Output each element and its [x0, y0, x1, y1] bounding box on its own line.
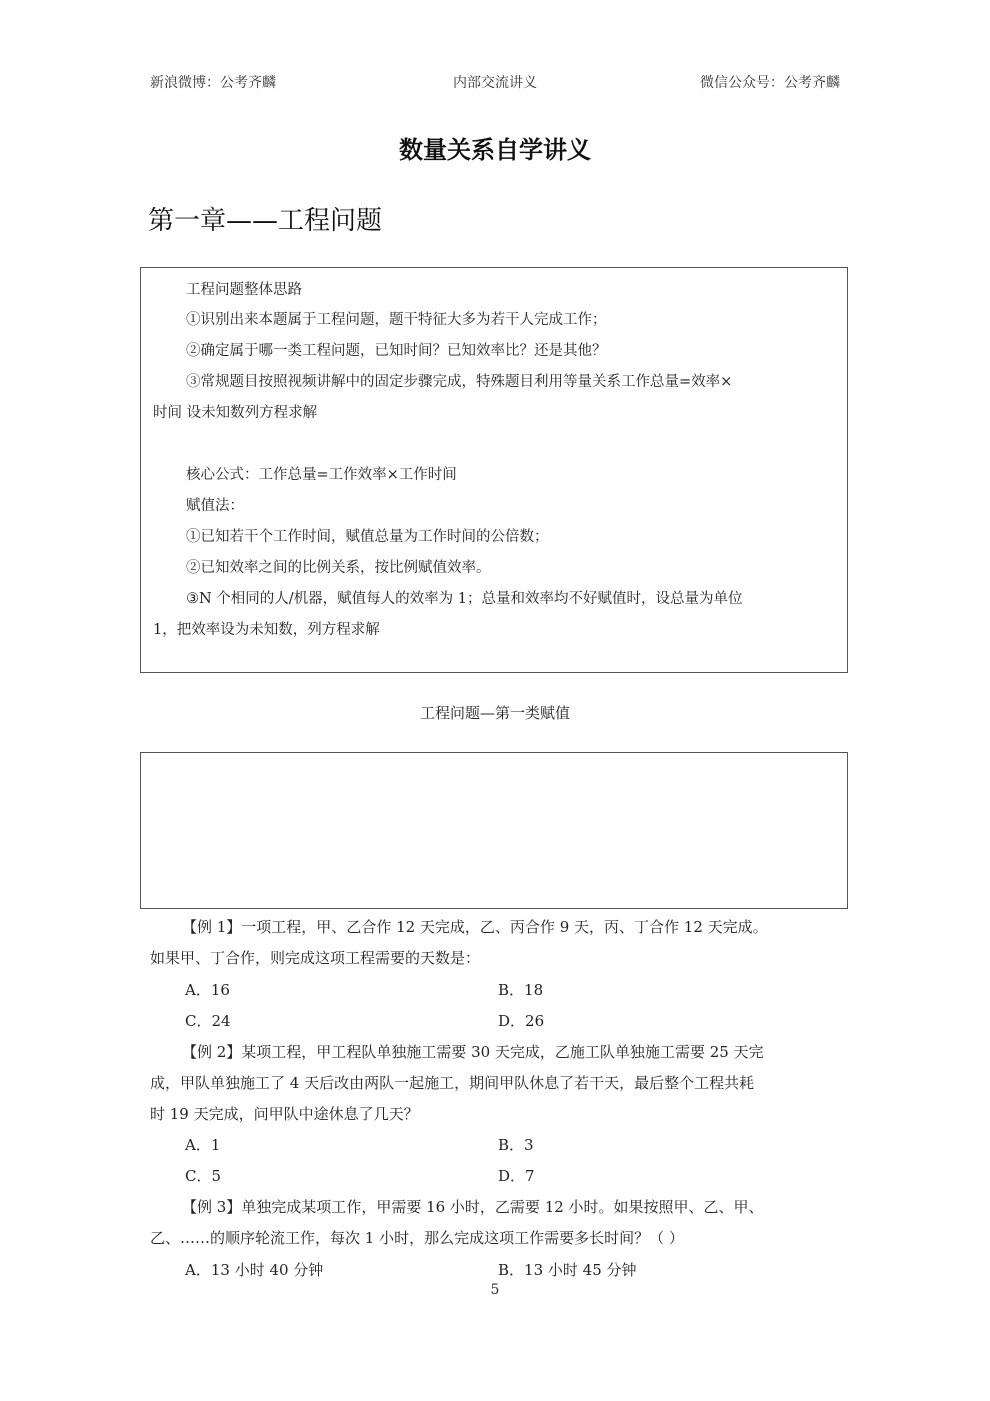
header-wechat: 微信公众号：公考齐麟 [700, 75, 840, 91]
example-3-option-a: A．13 小时 40 分钟 [185, 1261, 324, 1279]
summary-heading: 工程问题整体思路 [186, 282, 302, 298]
example-1-option-a: A．16 [185, 981, 230, 999]
method-item: ②已知效率之间的比例关系，按比例赋值效率。 [186, 560, 491, 576]
example-3-line: 乙、……的顺序轮流工作，每次 1 小时，那么完成这项工作需要多长时间？（ ） [150, 1229, 684, 1247]
method-title: 赋值法： [186, 498, 244, 514]
example-2-option-d: D．7 [498, 1167, 535, 1185]
example-1-option-c: C．24 [185, 1012, 231, 1030]
document-title: 数量关系自学讲义 [399, 136, 591, 164]
example-2-line: 成，甲队单独施工了 4 天后改由两队一起施工，期间甲队休息了若干天，最后整个工程共耗 [150, 1074, 755, 1092]
example-1-option-b: B．18 [498, 981, 544, 999]
example-1-option-d: D．26 [498, 1012, 545, 1030]
summary-box [140, 267, 848, 673]
method-item: 1，把效率设为未知数，列方程求解 [153, 622, 380, 638]
chapter-heading: 第一章——工程问题 [148, 206, 383, 236]
example-2-option-a: A．1 [185, 1136, 221, 1154]
header-center-label: 内部交流讲义 [453, 75, 537, 91]
example-3-line: 【例 3】单独完成某项工作，甲需要 16 小时，乙需要 12 小时。如果按照甲、乙、甲、 [182, 1198, 764, 1216]
section-heading: 工程问题—第一类赋值 [419, 704, 570, 722]
example-1-line: 【例 1】一项工程，甲、乙合作 12 天完成，乙、丙合作 9 天，丙、丁合作 12 天完成。 [182, 918, 768, 936]
page-number: 5 [490, 1282, 500, 1298]
example-2-option-b: B．3 [498, 1136, 534, 1154]
blank-note-box [140, 752, 848, 909]
example-2-line: 时 19 天完成，问甲队中途休息了几天？ [150, 1105, 419, 1123]
core-formula: 核心公式：工作总量=工作效率×工作时间 [186, 467, 457, 483]
example-3-option-b: B．13 小时 45 分钟 [498, 1261, 637, 1279]
example-2-option-c: C．5 [185, 1167, 222, 1185]
summary-step: ①识别出来本题属于工程问题，题干特征大多为若干人完成工作； [186, 312, 607, 328]
example-1-line: 如果甲、丁合作，则完成这项工程需要的天数是： [150, 949, 481, 967]
method-item: ①已知若干个工作时间，赋值总量为工作时间的公倍数； [186, 529, 549, 545]
method-item: ③N 个相同的人/机器，赋值每人的效率为 1；总量和效率均不好赋值时，设总量为单位 [186, 591, 743, 607]
summary-step: ②确定属于哪一类工程问题，已知时间？已知效率比？还是其他？ [186, 343, 607, 359]
example-2-line: 【例 2】某项工程，甲工程队单独施工需要 30 天完成，乙施工队单独施工需要 25 天完 [182, 1043, 764, 1061]
header-weibo: 新浪微博：公考齐麟 [150, 75, 276, 91]
summary-step: ③常规题目按照视频讲解中的固定步骤完成，特殊题目利用等量关系工作总量=效率× [186, 374, 733, 390]
summary-step: 时间 设未知数列方程求解 [153, 405, 318, 421]
